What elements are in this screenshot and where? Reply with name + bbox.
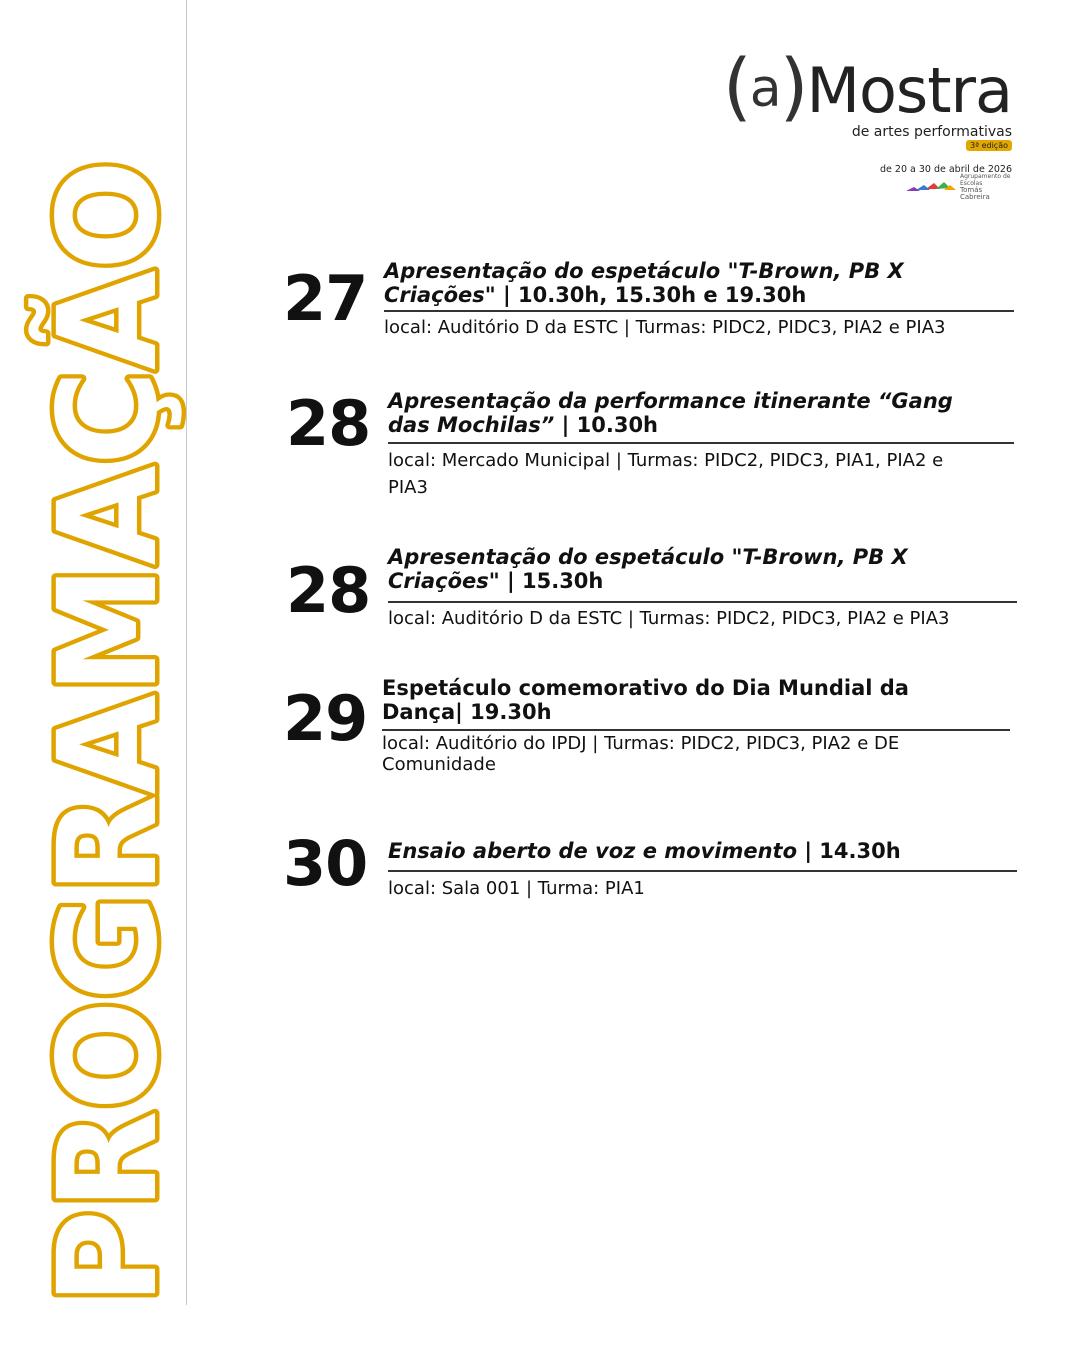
school-line-1: Agrupamento de Escolas bbox=[960, 173, 1011, 187]
school-name bbox=[960, 173, 1012, 201]
event-location-continued: PIA3 bbox=[388, 477, 428, 498]
event-location: local: Sala 001 | Turma: PIA1 bbox=[388, 878, 645, 899]
logo-subtitle: de artes performativas bbox=[851, 124, 1012, 140]
vertical-divider bbox=[186, 0, 187, 1305]
event-time: | 15.30h bbox=[499, 569, 604, 593]
event-title-italic-2: Criações" bbox=[388, 569, 500, 593]
logo-word: Mostra bbox=[806, 54, 1012, 127]
event-divider bbox=[388, 442, 1014, 444]
event-divider bbox=[388, 870, 1017, 872]
event-day: 27 bbox=[283, 262, 368, 335]
school-line-2: Tomás Cabreira bbox=[960, 186, 990, 201]
amostra-logo bbox=[682, 44, 1012, 201]
school-logo bbox=[906, 173, 1012, 201]
event-title-italic: Ensaio aberto de voz e movimento bbox=[388, 839, 798, 863]
event-divider bbox=[388, 601, 1017, 603]
event-title-italic: Apresentação do espetáculo "T-Brown, PB X bbox=[388, 545, 908, 569]
event-location-continued: Comunidade bbox=[382, 754, 496, 775]
event-title bbox=[384, 259, 904, 307]
event-day: 30 bbox=[283, 827, 368, 900]
event-time: | 14.30h bbox=[797, 839, 901, 863]
logo-open-paren: ( bbox=[722, 44, 750, 130]
event-title-italic-2: das Mochilas” bbox=[388, 413, 555, 437]
event-title bbox=[382, 676, 909, 724]
event-title-line-1: Espetáculo comemorativo do Dia Mundial da bbox=[382, 676, 909, 700]
event-title-line-2: Dança| 19.30h bbox=[382, 700, 552, 724]
event-title-italic: Apresentação do espetáculo "T-Brown, PB X bbox=[384, 259, 904, 283]
event-divider bbox=[382, 729, 1010, 731]
event-location: local: Auditório do IPDJ | Turmas: PIDC2, PIDC3, PIA2 e DE bbox=[382, 733, 900, 754]
event-title bbox=[388, 545, 908, 593]
logo-letter-a: a bbox=[749, 59, 780, 119]
event-time: | 10.30h bbox=[554, 413, 659, 437]
event-day: 28 bbox=[286, 387, 371, 460]
event-title-italic: Apresentação da performance itinerante “Gang bbox=[388, 389, 953, 413]
event-day: 28 bbox=[286, 554, 371, 627]
event-location: local: Mercado Municipal | Turmas: PIDC2, PIDC3, PIA1, PIA2 e bbox=[388, 450, 944, 471]
programacao-title-text: PROGRAMAÇÃO bbox=[30, 102, 188, 1305]
edition-badge: 3ª edição bbox=[966, 140, 1012, 151]
programacao-vertical-title bbox=[0, 0, 190, 1350]
event-time: | 10.30h, 15.30h e 19.30h bbox=[495, 283, 807, 307]
logo-close-paren: ) bbox=[779, 44, 807, 130]
school-emblem-icon bbox=[906, 181, 956, 193]
event-title bbox=[388, 389, 953, 437]
logo-wordmark bbox=[722, 44, 1012, 130]
event-location: local: Auditório D da ESTC | Turmas: PIDC2, PIDC3, PIA2 e PIA3 bbox=[388, 608, 950, 629]
event-location: local: Auditório D da ESTC | Turmas: PIDC2, PIDC3, PIA2 e PIA3 bbox=[384, 317, 946, 338]
event-dates: de 20 a 30 de abril de 2026 bbox=[880, 164, 1012, 175]
event-title bbox=[388, 839, 901, 863]
event-day: 29 bbox=[283, 682, 368, 755]
event-title-italic-2: Criações" bbox=[384, 283, 496, 307]
event-divider bbox=[384, 310, 1014, 312]
